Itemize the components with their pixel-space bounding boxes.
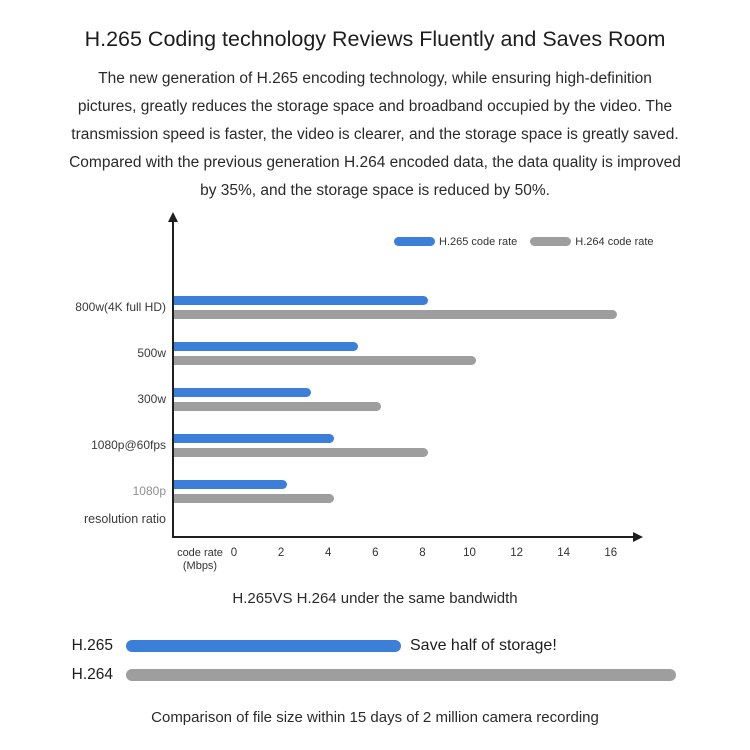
chart-caption: H.265VS H.264 under the same bandwidth [232,590,518,607]
category-label: 1080p@60fps [91,438,166,452]
x-tick-label: 6 [372,547,379,559]
bar-h264 [174,310,617,319]
intro-line: The new generation of H.265 encoding technology, while ensuring high-definition [98,70,652,87]
bar-h264 [174,402,381,411]
intro-line: Compared with the previous generation H.264 encoded data, the data quality is improved [69,154,681,171]
bar-h264 [174,448,428,457]
bottom-caption: Comparison of file size within 15 days of 2 million camera recording [151,709,599,726]
bar-h264 [174,356,476,365]
storage-bar-h264 [126,669,676,681]
legend-label-h265: H.265 code rate [439,235,518,248]
category-label: 1080p [132,484,166,498]
bar-h264 [174,494,334,503]
bar-h265 [174,480,287,489]
bar-h265 [174,434,334,443]
category-label: 500w [137,346,166,360]
x-axis-title-line1: code rate [177,547,223,559]
x-tick-label: 16 [604,547,618,559]
x-axis-title [171,547,229,573]
x-tick-label: 2 [277,547,285,559]
intro-line: pictures, greatly reduces the storage space and broadband occupied by the video. The [77,98,673,115]
x-tick-label: 10 [463,547,476,559]
storage-bar-h265 [126,640,401,652]
page-title: H.265 Coding technology Reviews Fluently and Saves Room [84,27,666,51]
intro-line: transmission speed is faster, the video is clearer, and the storage space is greatly saved. [71,126,679,143]
x-axis-title-line2: (Mbps) [182,560,218,572]
x-tick-label: 4 [324,547,332,559]
category-label: 800w(4K full HD) [75,300,166,314]
intro-line: by 35%, and the storage space is reduced by 50%. [200,182,550,199]
category-label: 300w [137,392,166,406]
x-tick-label: 12 [510,547,523,559]
bar-h265 [174,342,358,351]
storage-label-h265: H.265 [71,637,113,654]
y-axis-title: resolution ratio [84,512,166,526]
x-tick-label: 0 [230,547,238,559]
x-tick-label: 8 [419,547,426,559]
legend-label-h264: H.264 code rate [575,235,654,248]
bar-h265 [174,296,428,305]
x-tick-label: 14 [557,547,571,559]
bar-h265 [174,388,311,397]
storage-annotation: Save half of storage! [410,637,557,654]
storage-label-h264: H.264 [71,666,113,683]
